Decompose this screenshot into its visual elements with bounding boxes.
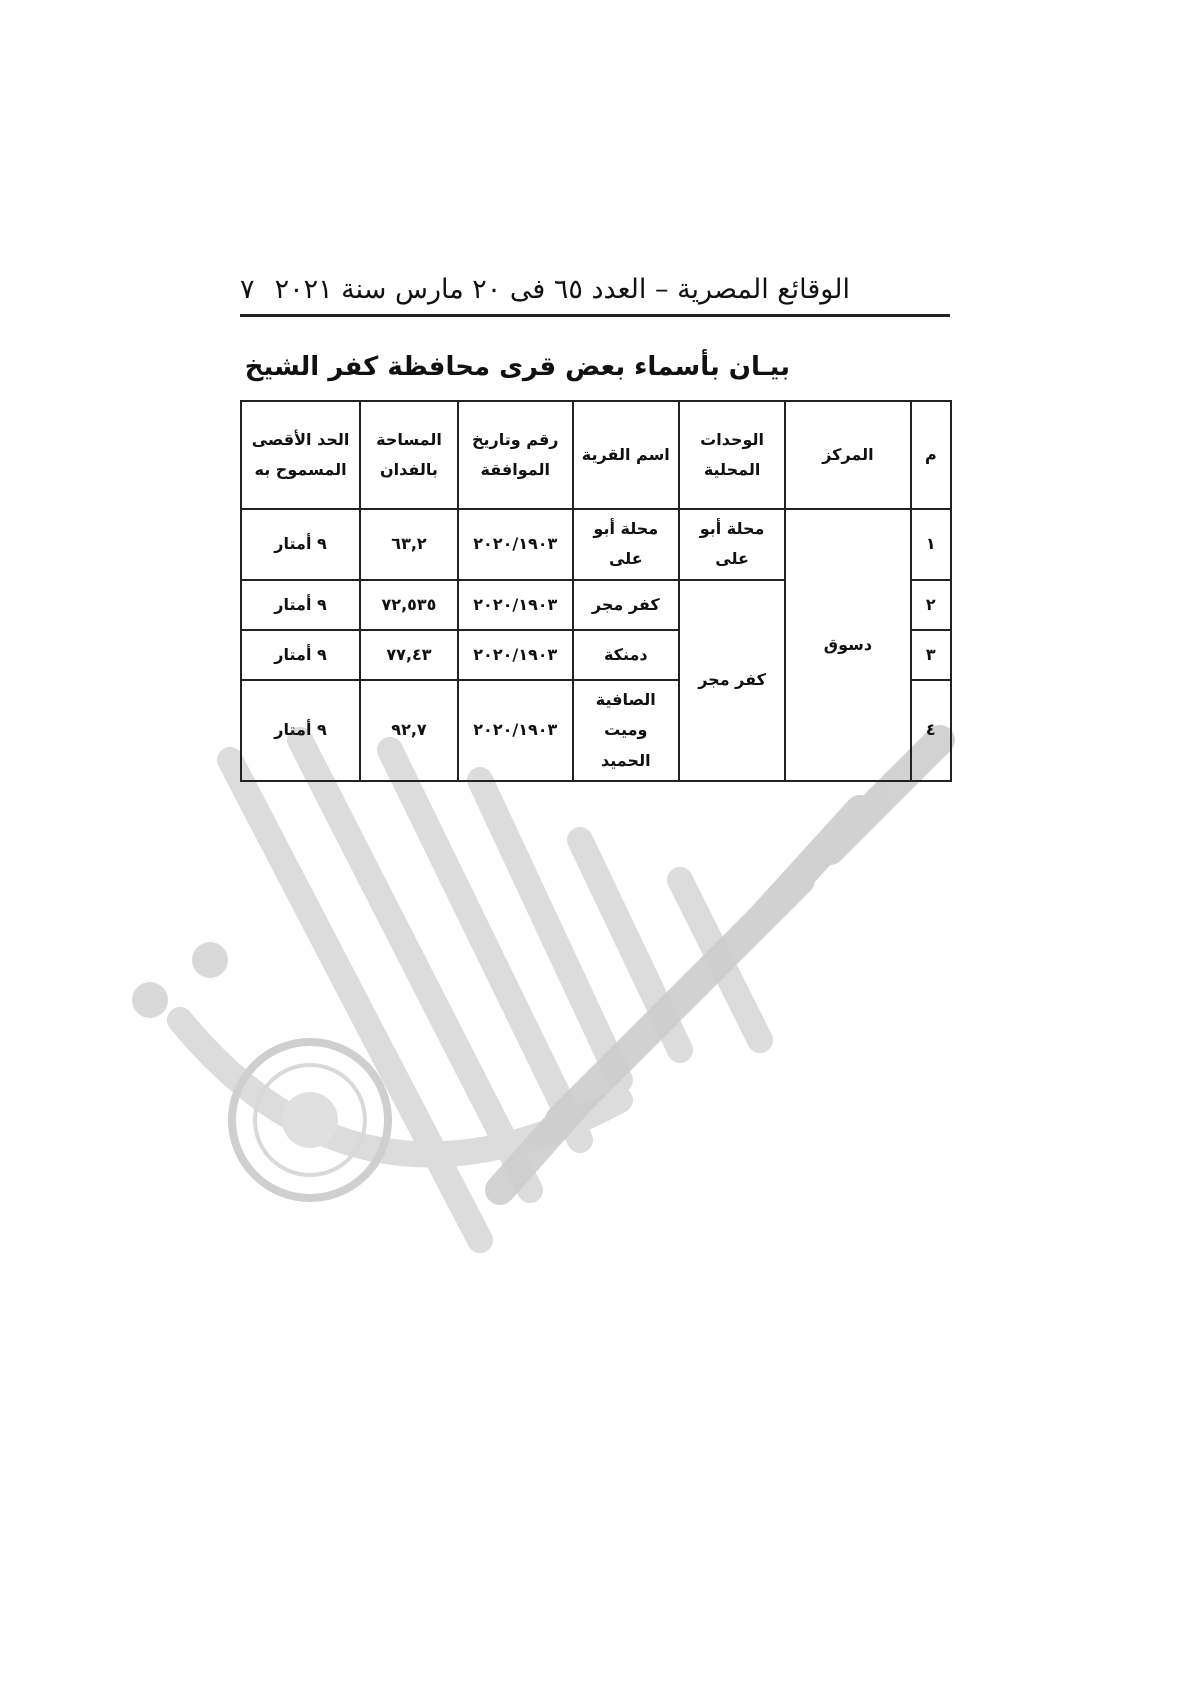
cell-approval: ٢٠٢٠/١٩٠٣ — [458, 580, 573, 630]
seal-icon — [232, 1042, 388, 1198]
cell-village — [573, 680, 679, 781]
header-local-unit — [679, 401, 785, 509]
header-local-unit-line2: المحلية — [703, 460, 761, 479]
cell-index: ١ — [911, 509, 951, 580]
cell-area: ٦٣,٢ — [360, 509, 458, 580]
cell-area: ٧٢,٥٣٥ — [360, 580, 458, 630]
cell-village-line1: الصافية — [595, 689, 656, 709]
cell-index: ٢ — [911, 580, 951, 630]
page-header — [240, 268, 950, 317]
villages-table — [240, 400, 952, 782]
cell-max-height: ٩ أمتار — [241, 580, 360, 630]
cell-local-unit: كفر مجر — [679, 580, 785, 781]
cell-approval: ٢٠٢٠/١٩٠٣ — [458, 630, 573, 680]
gazette-title: الوقائع المصرية – العدد ٦٥ فى ٢٠ مارس سنة ٢٠٢١ — [274, 274, 850, 305]
header-area-line1: المساحة — [376, 429, 442, 449]
header-markaz: المركز — [785, 401, 910, 509]
header-area — [360, 401, 458, 509]
cell-area: ٩٢,٧ — [360, 680, 458, 781]
cell-max-height: ٩ أمتار — [241, 630, 360, 680]
header-approval — [458, 401, 573, 509]
header-max-height-line1: الحد الأقصى — [251, 429, 350, 449]
cell-approval: ٢٠٢٠/١٩٠٣ — [458, 509, 573, 580]
watermark-dot-icon — [132, 982, 168, 1018]
cell-village: كفر مجر — [573, 580, 679, 630]
header-village: اسم القرية — [573, 401, 679, 509]
page-number: ٧ — [240, 274, 255, 305]
header-local-unit-line1: الوحدات — [700, 429, 764, 449]
cell-village-line2: وميت الحميد — [601, 720, 651, 770]
cell-max-height: ٩ أمتار — [241, 680, 360, 781]
cell-village: دمنكة — [573, 630, 679, 680]
table-header-row — [241, 401, 951, 509]
header-max-height — [241, 401, 360, 509]
header-approval-line1: رقم وتاريخ — [472, 429, 559, 449]
header-index: م — [911, 401, 951, 509]
header-max-height-line2: المسموح به — [254, 460, 347, 479]
cell-index: ٣ — [911, 630, 951, 680]
cell-local-unit: محلة أبو على — [679, 509, 785, 580]
cell-approval: ٢٠٢٠/١٩٠٣ — [458, 680, 573, 781]
document-title: بيـان بأسماء بعض قرى محافظة كفر الشيخ — [244, 352, 790, 382]
cell-index: ٤ — [911, 680, 951, 781]
cell-village: محلة أبو على — [573, 509, 679, 580]
cell-area: ٧٧,٤٣ — [360, 630, 458, 680]
watermark — [60, 720, 1060, 1400]
header-area-line2: بالفدان — [380, 460, 438, 479]
cell-max-height: ٩ أمتار — [241, 509, 360, 580]
cell-markaz: دسوق — [785, 509, 910, 781]
header-approval-line2: الموافقة — [480, 460, 550, 479]
table-row — [241, 509, 951, 580]
